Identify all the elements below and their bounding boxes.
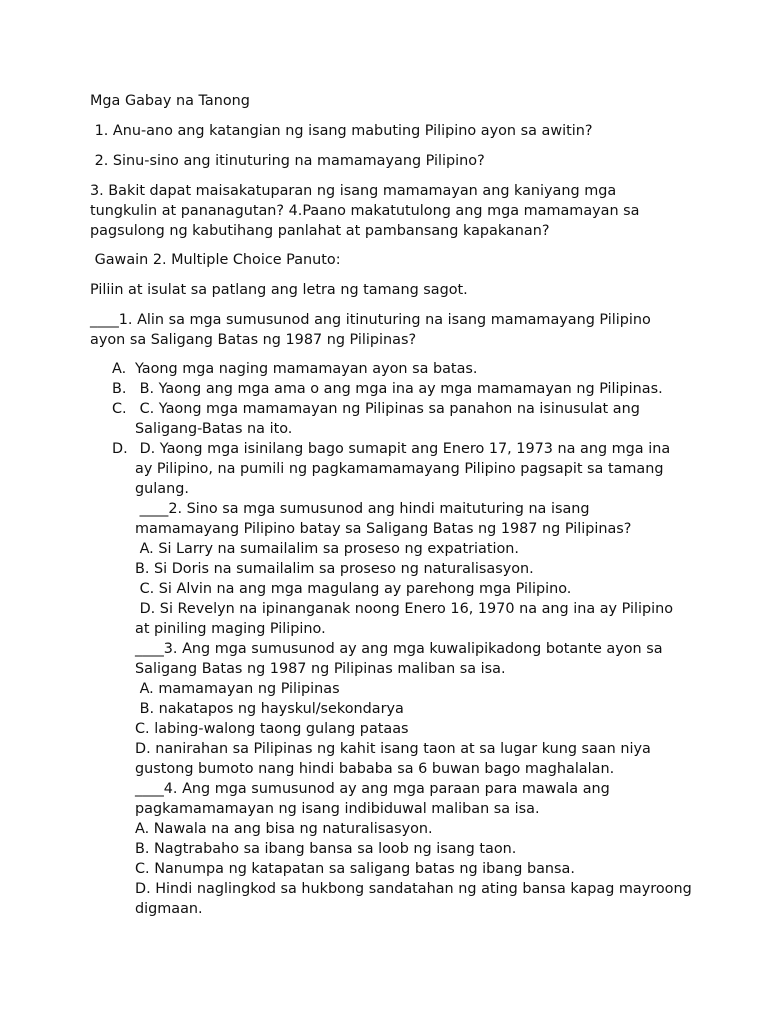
q2-choice-c: C. Si Alvin na ang mga magulang ay parehong mga Pilipino. bbox=[135, 581, 572, 597]
guide-question-1: 1. Anu-ano ang katangian ng isang mabuting Pilipino ayon sa awitin? bbox=[90, 123, 593, 139]
guide-question-2: 2. Sinu-sino ang itinuturing na mamamayang Pilipino? bbox=[90, 153, 485, 169]
choice-text: B. Yaong ang mga ama o ang mga ina ay mga mamamayan ng Pilipinas. bbox=[135, 381, 663, 397]
choice-b bbox=[112, 379, 692, 399]
question-1-choices bbox=[112, 359, 697, 919]
guide-question-3-4: 3. Bakit dapat maisakatuparan ng isang mamamayan ang kaniyang mga tungkulin at pananagutan? 4.Paano makatutulong ang mga mamamayan sa pagsulong ng kabutihang panlahat at pambansang kapakanan? bbox=[90, 183, 640, 239]
q2-choice-b: B. Si Doris na sumailalim sa proseso ng naturalisasyon. bbox=[135, 561, 534, 577]
q4-choice-a: A. Nawala na ang bisa ng naturalisasyon. bbox=[135, 821, 433, 837]
question-4: ____4. Ang mga sumusunod ay ang mga paraan para mawala ang pagkamamamayan ng isang indibiduwal maliban sa isa. bbox=[135, 781, 615, 817]
q2-choice-a: A. Si Larry na sumailalim sa proseso ng expatriation. bbox=[135, 541, 519, 557]
instruction: Piliin at isulat sa patlang ang letra ng tamang sagot. bbox=[90, 282, 468, 298]
choice-c bbox=[112, 399, 692, 439]
activity-title: Gawain 2. Multiple Choice Panuto: bbox=[90, 252, 341, 268]
question-3: ____3. Ang mga sumusunod ay ang mga kuwalipikadong botante ayon sa Saligang Batas ng 1987 ng Pilipinas maliban sa isa. bbox=[135, 641, 668, 677]
q2-choice-d: D. Si Revelyn na ipinanganak noong Enero 16, 1970 na ang ina ay Pilipino at piniling maging Pilipino. bbox=[135, 601, 678, 637]
choice-marker: A. bbox=[112, 361, 127, 377]
q3-choice-d: D. nanirahan sa Pilipinas ng kahit isang taon at sa lugar kung saan niya gustong bumoto nang hindi bababa sa 6 buwan bago maghalalan. bbox=[135, 741, 656, 777]
q4-choice-d: D. Hindi naglingkod sa hukbong sandatahan ng ating bansa kapag mayroong digmaan. bbox=[135, 881, 697, 917]
choice-text: Yaong mga naging mamamayan ayon sa batas. bbox=[135, 361, 478, 377]
q3-choice-b: B. nakatapos ng hayskul/sekondarya bbox=[135, 701, 404, 717]
choice-text: C. Yaong mga mamamayan ng Pilipinas sa panahon na isinusulat ang Saligang-Batas na ito. bbox=[135, 401, 645, 437]
choice-marker: B. bbox=[112, 381, 127, 397]
question-1: ____1. Alin sa mga sumusunod ang itinuturing na isang mamamayang Pilipino ayon sa Saligang Batas ng 1987 ng Pilipinas? bbox=[90, 312, 651, 348]
choice-text: D. Yaong mga isinilang bago sumapit ang Enero 17, 1973 na ang mga ina ay Pilipino, na pumili ng pagkamamamayang Pilipino pagsapit sa tamang gulang. bbox=[135, 441, 675, 497]
q4-choice-b: B. Nagtrabaho sa ibang bansa sa loob ng isang taon. bbox=[135, 841, 517, 857]
choice-marker: D. bbox=[112, 441, 128, 457]
choice-marker: C. bbox=[112, 401, 127, 417]
q4-choice-c: C. Nanumpa ng katapatan sa saligang batas ng ibang bansa. bbox=[135, 861, 575, 877]
choice-a bbox=[112, 359, 692, 379]
q3-choice-a: A. mamamayan ng Pilipinas bbox=[135, 681, 340, 697]
q3-choice-c: C. labing-walong taong gulang pataas bbox=[135, 721, 409, 737]
question-2: ____2. Sino sa mga sumusunod ang hindi maituturing na isang mamamayang Pilipino batay sa Saligang Batas ng 1987 ng Pilipinas? bbox=[135, 501, 632, 537]
heading: Mga Gabay na Tanong bbox=[90, 93, 250, 109]
choice-d bbox=[112, 439, 692, 499]
